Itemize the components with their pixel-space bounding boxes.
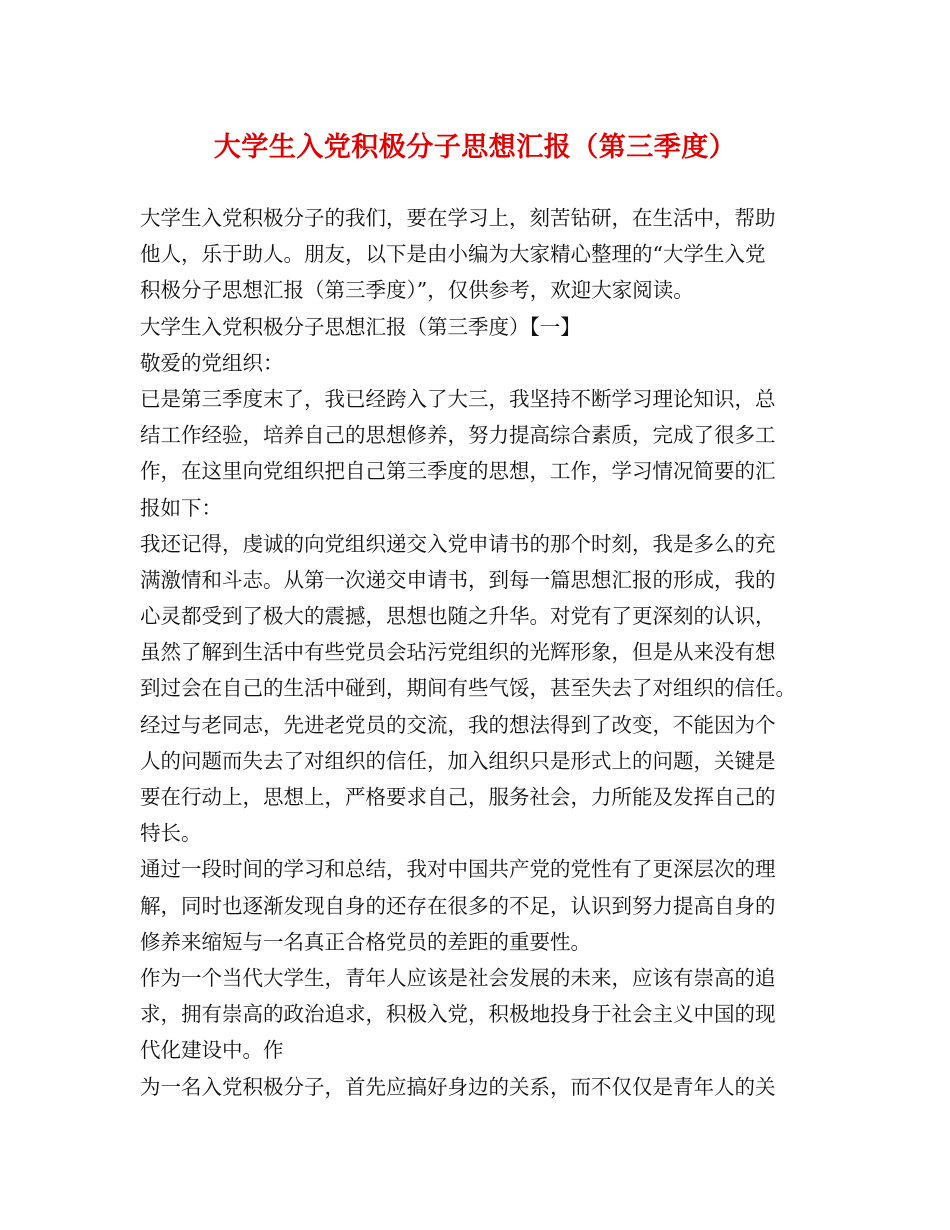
body-line: 为一名入党积极分子，首先应搞好身边的关系，而不仅仅是青年人的关 xyxy=(140,1074,776,1099)
body-line: 已是第三季度末了，我已经跨入了大三，我坚持不断学习理论知识，总 xyxy=(140,386,776,411)
body-line: 求，拥有崇高的政治追求，积极入党，积极地投身于社会主义中国的现 xyxy=(140,1002,776,1027)
body-line: 他人，乐于助人。朋友，以下是由小编为大家精心整理的“大学生入党 xyxy=(140,242,766,267)
body-line: 特长。 xyxy=(140,821,202,846)
body-line: 作，在这里向党组织把自己第三季度的思想，工作，学习情况简要的汇 xyxy=(140,459,776,484)
body-line: 我还记得，虔诚的向党组织递交入党申请书的那个时刻，我是多么的充 xyxy=(140,531,776,556)
body-line: 人的问题而失去了对组织的信任，加入组织只是形式上的问题，关键是 xyxy=(140,748,776,773)
body-line: 结工作经验，培养自己的思想修养，努力提高综合素质，完成了很多工 xyxy=(140,423,776,448)
body-line: 满激情和斗志。从第一次递交申请书，到每一篇思想汇报的形成，我的 xyxy=(140,567,776,592)
body-line: 敬爱的党组织： xyxy=(140,350,284,375)
body-line: 修养来缩短与一名真正合格党员的差距的重要性。 xyxy=(140,929,591,954)
body-line: 经过与老同志，先进老党员的交流，我的想法得到了改变，不能因为个 xyxy=(140,712,776,737)
body-line: 大学生入党积极分子思想汇报（第三季度）【一】 xyxy=(140,314,581,339)
body-line: 通过一段时间的学习和总结，我对中国共产党的党性有了更深层次的理 xyxy=(140,857,776,882)
body-line: 心灵都受到了极大的震撼，思想也随之升华。对党有了更深刻的认识， xyxy=(140,604,776,629)
body-line: 报如下： xyxy=(140,495,222,520)
body-line: 积极分子思想汇报（第三季度）”，仅供参考，欢迎大家阅读。 xyxy=(140,278,694,303)
document-body xyxy=(140,200,860,1105)
body-line: 到过会在自己的生活中碰到，期间有些气馁，甚至失去了对组织的信任。 xyxy=(140,676,796,701)
body-line: 要在行动上，思想上，严格要求自己，服务社会，力所能及发挥自己的 xyxy=(140,785,776,809)
body-line: 解，同时也逐渐发现自身的还存在很多的不足，认识到努力提高自身的 xyxy=(140,893,776,918)
body-line: 代化建设中。作 xyxy=(140,1038,284,1063)
document-title: 大学生入党积极分子思想汇报（第三季度） xyxy=(213,132,737,163)
body-line: 作为一个当代大学生，青年人应该是社会发展的未来，应该有崇高的追 xyxy=(140,965,776,990)
body-line: 大学生入党积极分子的我们，要在学习上，刻苦钻研，在生活中，帮助 xyxy=(140,206,776,230)
body-line: 虽然了解到生活中有些党员会玷污党组织的光辉形象，但是从来没有想 xyxy=(140,640,776,665)
